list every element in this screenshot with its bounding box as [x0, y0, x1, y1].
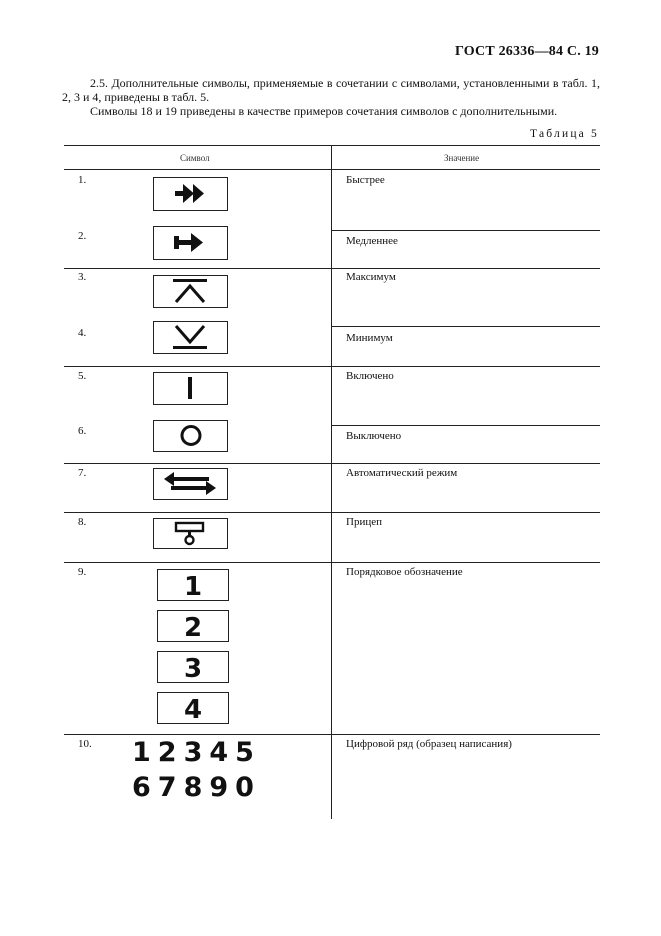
sequence-number-icon: [157, 610, 229, 642]
row-number: 4.: [78, 327, 87, 339]
row-number: 2.: [78, 230, 87, 242]
meaning-text: Минимум: [346, 332, 393, 344]
column-divider: [331, 145, 332, 819]
digit-series-row: 67890: [132, 772, 261, 803]
row-number: 10.: [78, 738, 92, 750]
sequence-number-icon: [157, 651, 229, 683]
meaning-text: Включено: [346, 370, 394, 382]
on-bar-icon: [153, 372, 228, 405]
sequence-digit: 3: [183, 654, 203, 684]
meaning-text: Медленнее: [346, 235, 398, 247]
trailer-icon: [153, 518, 228, 549]
paragraph-symbols-18-19: Символы 18 и 19 приведены в качестве примеров сочетания символов с дополнительными.: [90, 104, 558, 118]
row-number: 9.: [78, 566, 87, 578]
double-arrow-right-icon: [153, 177, 228, 211]
row-number: 6.: [78, 425, 87, 437]
digit-series-row: 12345: [132, 737, 261, 768]
table-top-rule: [64, 145, 600, 146]
table-caption: Таблица 5: [530, 128, 599, 140]
row-number: 8.: [78, 516, 87, 528]
sequence-number-icon: [157, 692, 229, 724]
row-number: 7.: [78, 467, 87, 479]
meaning-text: Максимум: [346, 271, 396, 283]
column-header-symbol: Символ: [180, 153, 210, 163]
meaning-text: Прицеп: [346, 516, 382, 528]
maximum-icon: [153, 275, 228, 308]
automatic-mode-icon: [153, 468, 228, 500]
meaning-text: Выключено: [346, 430, 402, 442]
row-divider: [64, 734, 600, 735]
column-header-meaning: Значение: [444, 153, 480, 163]
minimum-icon: [153, 321, 228, 354]
meaning-divider: [332, 425, 600, 426]
meaning-text: Автоматический режим: [346, 467, 458, 479]
sequence-digit: 4: [183, 695, 203, 725]
single-arrow-right-icon: [153, 226, 228, 260]
row-divider: [64, 463, 600, 464]
meaning-divider: [332, 230, 600, 231]
row-divider: [64, 366, 600, 367]
meaning-text: Цифровой ряд (образец написания): [346, 738, 512, 750]
off-circle-icon: [153, 420, 228, 452]
row-number: 5.: [78, 370, 87, 382]
row-divider: [64, 562, 600, 563]
row-number: 1.: [78, 174, 87, 186]
paragraph-2-5: 2.5. Дополнительные символы, применяемые в сочетании с символами, установленными в табл. 1, 2, 3 и 4, приведены в табл. 5.: [62, 76, 600, 104]
meaning-divider: [332, 326, 600, 327]
row-divider: [64, 512, 600, 513]
meaning-text: Порядковое обозначение: [346, 566, 463, 578]
meaning-text: Быстрее: [346, 174, 385, 186]
table-header-rule: [64, 169, 600, 170]
row-divider: [64, 268, 600, 269]
sequence-number-icon: [157, 569, 229, 601]
sequence-digit: 2: [183, 613, 203, 643]
page-header: ГОСТ 26336—84 С. 19: [455, 44, 599, 59]
sequence-digit: 1: [183, 572, 203, 602]
row-number: 3.: [78, 271, 87, 283]
